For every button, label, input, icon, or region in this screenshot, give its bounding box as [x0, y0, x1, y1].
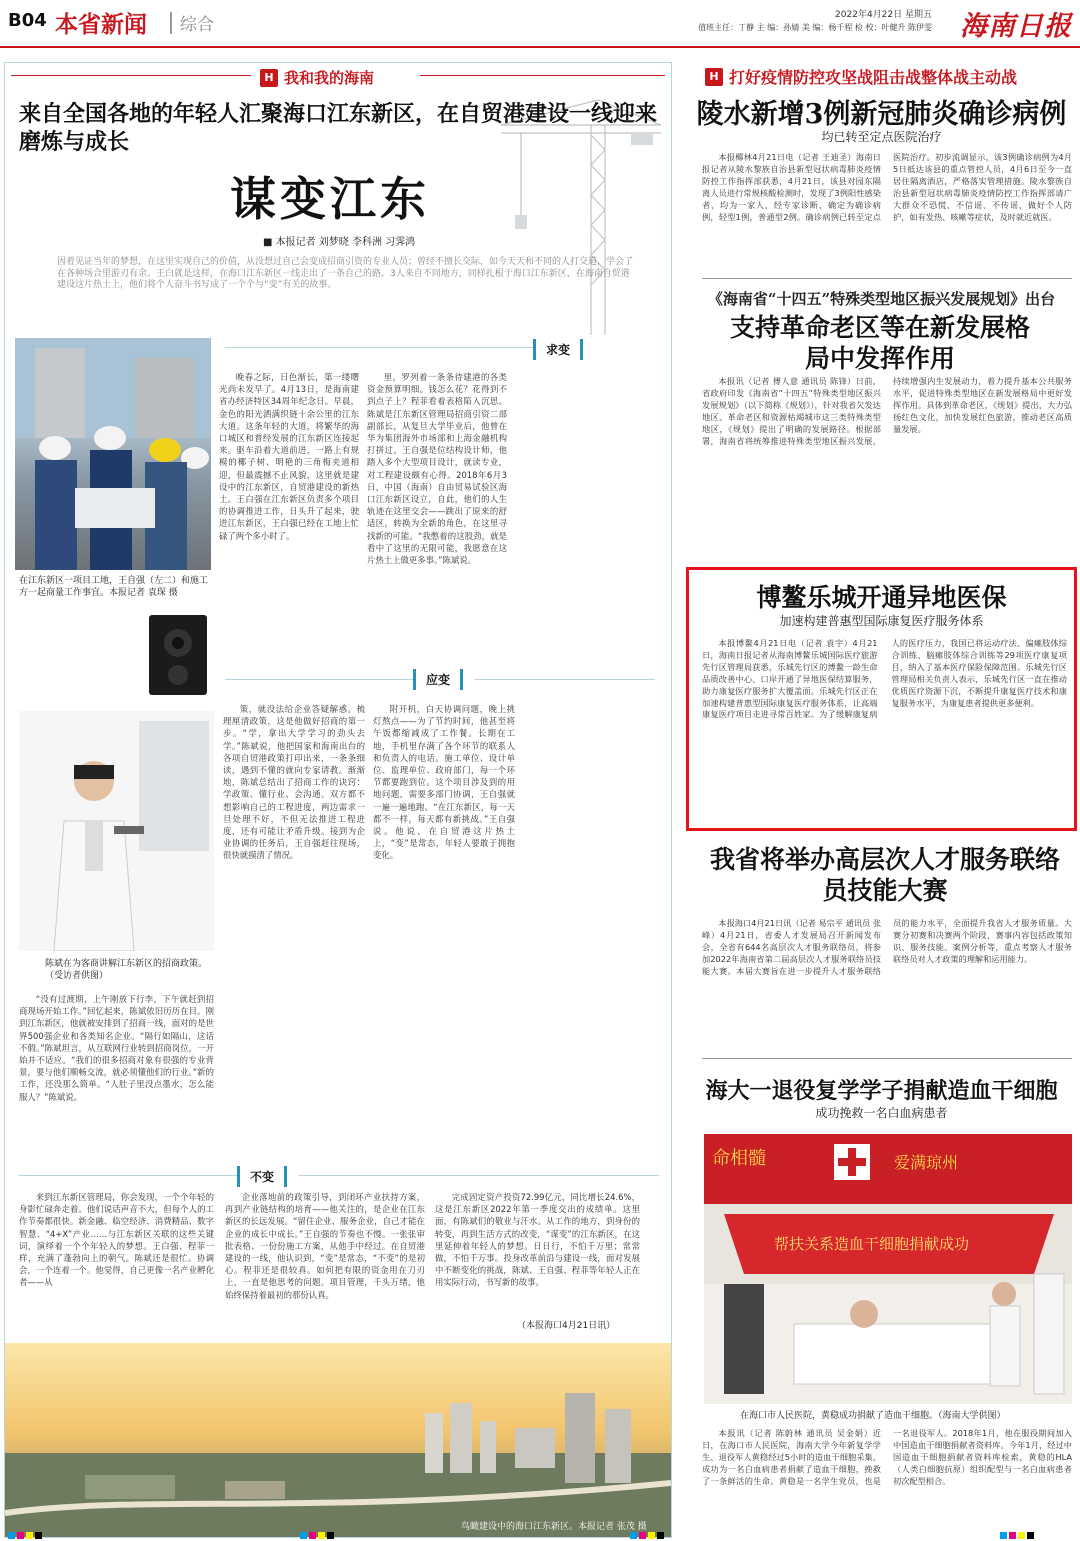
article-divider	[702, 278, 1072, 279]
article-donation	[702, 1428, 1072, 1534]
headline-talent: 我省将举办高层次人才服务联络员技能大赛	[709, 845, 1060, 905]
banner-text: 帮扶关系造血干细胞捐献成功	[774, 1235, 970, 1253]
paragraph: “没有过渡期，上午刚放下行李，下午就赶到招商现场开始工作。”回忆起来，陈斌依旧历历在目。刚到江东新区，他就被安排到了招商一线，面对的是世界500强企业和各类知名企业。“隔行如隔山，这话不假。”陈斌坦言，从互联网行业转到招商岗位，一开始并不适应。“我们的很多招商对象有很强的专业背景，要与他们顺畅交流，就必须懂他们的行业。”新的工作，还没那么简单。“人肚子里没点墨水，怎么能服人？”陈斌说。	[19, 994, 214, 1102]
print-color-strip	[1000, 1532, 1034, 1539]
brand-mark-icon: H	[705, 68, 723, 86]
print-color-strip	[8, 1532, 42, 1539]
photo-donation	[704, 1134, 1072, 1404]
band-rule-left	[11, 75, 251, 76]
subsection-rule	[19, 1175, 239, 1176]
band-rule-right	[420, 75, 665, 76]
subhead-bubian: 不变	[237, 1166, 287, 1187]
issue-date: 2022年4月22日 星期五	[835, 10, 932, 20]
subhead-yingbian: 应变	[413, 669, 463, 690]
article-boao	[702, 638, 1067, 820]
dateline-credit: （本报海口4月21日讯）	[517, 1321, 616, 1331]
paragraph: 企业落地前的政策引导，到闭环产业扶持方案，再到产业链结构的培育——他关注的，是企业在江东新区的长远发展。“留住企业、服务企业，自己才能在企业的成长中成长。”王自强的节奏也不慢。一张张审批表格、一份份施工方案，从他手中经过。在自贸港建设的一线，他认识到，“变”是常态，“不变”的是初心。程菲还是很较真。如何把有限的资金用在刀刃上，一直是他思考的问题。项目管理，千头万绪，他始终保持着最初的那份认真。	[225, 1192, 425, 1300]
headline-boao: 博鳌乐城开通异地医保	[756, 583, 1007, 612]
body-column-d	[223, 703, 365, 1143]
paragraph: 附开机，白天协调问题，晚上挑灯熬点——为了节约时间，他甚至将午饭都缩减成了工作餐。长期在工地，手机里存满了各个环节的联系人和负责人的电话。施工单位、设计单位、监理单位、政府部门，每一个环节都要跑到位。这个项目涉及到的用地问题，需要多部门协调，王自强就一遍一遍地跑。“在江东新区，每一天都不一样，每天都有新挑战。”王自强说。他说，在自贸港这片热土上，“变”是常态，年轻人要敢于拥抱变化。	[373, 704, 515, 861]
story-byline: ■ 本报记者 刘梦晓 李科洲 习霁鸿	[263, 237, 416, 248]
masthead	[0, 0, 1080, 48]
right-band-label: 打好疫情防控攻坚战阻击战整体战主动战	[729, 68, 1018, 87]
story-lede: 因着见证当年的梦想，在这里实现自己的价值，从没想过自己会变成招商引资的专业人员；曾经不擅长交际，如今天天和不同的人打交道，学会了在各种场合里游刃有余。王白就是这样，在海口江东新区一线走出了一条自己的路。3人来自不同地方，同样扎根于海口江东新区，在海南自贸港建设这片热土上，他们将个人奋斗书写成了一个个与“变”有关的故事。	[57, 257, 634, 290]
body-column-f	[19, 1191, 214, 1331]
column-band-label: 我和我的海南	[284, 69, 375, 87]
subhead-lingshui: 均已转至定点医院治疗	[821, 130, 942, 144]
right-column-band	[705, 65, 1017, 88]
paragraph: 本报海口4月21日讯（记者 易宗平 通讯员 张峰）4月21日，省委人才发展局召开新闻发布会，全省有644名高层次人才服务联络员，将参加2022年海南省第二届高层次人才服务联络员技能大赛。本届大赛旨在进一步提升人才服务联络员的能力水平，全面提升我省人才服务质量。大赛分初赛和决赛两个阶段，赛事内容包括政策知识、服务技能、案例分析等，重点考察人才服务联络员对人才政策的理解和运用能力。	[702, 918, 1072, 976]
headline-revitalization: 支持革命老区等在新发展格局中发挥作用	[730, 313, 1031, 373]
feature-story	[4, 62, 672, 1538]
subsection-rule	[225, 347, 535, 348]
paragraph: 本报讯（记者 陈蔚林 通讯员 吴金娟）近日，在海口市人民医院，海南大学今年新复学学生、退役军人黄稳经过5小时的造血干细胞采集，成功为一名白血病患者捐献了造血干细胞，挽救了一条鲜活的生命。黄稳是一名学生党员，也是一名退役军人。2018年1月，他在服役期间加入中国造血干细胞捐献者资料库。今年1月，经过中国造血干细胞捐献者资料库检索，黄稳的HLA（人类白细胞抗原）组织配型与一名白血病患者初次配型相合。	[702, 1428, 1072, 1486]
brand-mark-icon: H	[260, 69, 278, 87]
headline-lingshui: 陵水新增3例新冠肺炎确诊病例	[696, 99, 1067, 130]
article-lingshui	[702, 152, 1072, 270]
subsection-title: 综合	[180, 15, 214, 35]
photo-caption-donation: 在海口市人民医院，黄稳成功捐献了造血干细胞。（海南大学供图）	[740, 1411, 1006, 1421]
body-column-e	[373, 703, 515, 1143]
photo-aerial	[5, 1343, 671, 1538]
story-title: 谋变江东	[230, 172, 430, 226]
paragraph: 策，就没法给企业答疑解惑。梳理厘清政策，这是他做好招商的第一步。“学，拿出大学学习的劲头去学。”陈斌说，他把国家和海南出台的各项自贸港政策打印出来，一条条细读，遇到不懂的就向专家请教。渐渐地，陈斌总结出了招商工作的诀窍：学政策、懂行业、会沟通。双方都不想影响自己的工程进度，两边需求一旦处理不好，不但无法推进工程进度，还有可能让矛盾升级。接到为企业协调的任务后，王自强赶往现场，很快就摸清了情况。	[223, 704, 365, 861]
paragraph: 晚春之际，日色渐长，第一缕曙光尚未发早了。4月13日，是海南建省办经济特区34周年纪念日。早晨，金色的阳光洒满织链十余公里的江东大道。这条年轻的大道，将繁华的海口城区和普经发展的江东新区连接起来。驱车沿着大道前进，一路上有规模的椰子树、明艳的三角梅夹道相迎，但最震撼不止风貌，这里就是建设中的江东新区，自贸港建设的新热土。王白强在江东新区负责多个项目的协调推进工作，日头升了起来，驶进江东新区，王白强已经在工地上忙碌了两个多小时了。	[219, 372, 359, 541]
paragraph: 本报博鳌4月21日电（记者 袁宇）4月21日，海南日报记者从海南博鳌乐城国际医疗旅游先行区管理局获悉，乐城先行区的博鳌一龄生命品质改善中心、口岸开通了异地医保结算服务，助力康复医疗服务扩大覆盖面。乐城先行区正在加速构建普惠型国际康复医疗服务体系，让高端康复医疗项目走进寻常百姓家。为了缓解康复病人的医疗压力，我国已将运动疗法、偏瘫肢体综合训练、脑瘫肢体综合训练等29项医疗康复项目，纳入了基本医疗保险保障范围。乐城先行区管理局相关负责人表示，乐城先行区一直在推动优质医疗资源下沉，不断提升康复医疗技术和康复服务水平，为康复患者提供更多便利。	[702, 638, 1067, 720]
body-column-g	[225, 1191, 425, 1331]
paragraph: 本报讯（记者 傅人意 通讯员 陈锋）日前，省政府印发《海南省“十四五”特殊类型地区振兴发展规划》（以下简称《规划》），针对我省欠发达地区、革命老区和资源枯竭城市这三类特殊类型地区，《规划》提出了明确的发展路径。根据部署，海南省将统筹推进特殊类型地区振兴发展，持续增强内生发展动力，着力提升基本公共服务水平，促进特殊类型地区在新发展格局中更好发挥作用。具体到革命老区，《规划》提出，大力弘扬红色文化，加快发展红色旅游，推动老区高质量发展。	[702, 376, 1072, 446]
subhead-donation: 成功挽救一名白血病患者	[815, 1106, 948, 1120]
photo-caption-aerial: 鸟瞰建设中的海口江东新区。本报记者 张茂 摄	[461, 1522, 647, 1532]
headline-donation: 海大一退役复学学子捐献造血干细胞	[705, 1078, 1058, 1104]
page-number: B04	[8, 10, 47, 31]
newspaper-logo: 海南日报	[960, 11, 1072, 42]
svg-text:爱满琼州: 爱满琼州	[894, 1153, 959, 1172]
kicker-revitalization: 《海南省“十四五”特殊类型地区振兴发展规划》出台	[707, 290, 1056, 308]
svg-text:命相髓: 命相髓	[712, 1148, 766, 1169]
article-talent	[702, 918, 1072, 1046]
article-revitalization	[702, 376, 1072, 556]
photo-worksite	[15, 338, 211, 570]
photo-caption-worksite: 在江东新区一项目工地，王自强（左二）和施工方一起商量工作事宜。本报记者 袁琛 摄	[19, 576, 209, 598]
column-band	[260, 67, 374, 88]
subsection-rule	[299, 1175, 659, 1176]
print-color-strip	[300, 1532, 334, 1539]
speaker-image	[145, 613, 211, 697]
section-title: 本省新闻	[55, 11, 147, 38]
paragraph: 来到江东新区管理局，你会发现，一个个年轻的身影忙碌奔走着。他们说话声音不大，但每个人的工作节奏都很快。新金融、临空经济、消费精品、数字智慧、“4+X”产业……与江东新区关联的这些关键词，演绎着一个个年轻人的梦想。王白强、程菲一样，充满了蓬勃向上的朝气。陈斌还是很忙。协调会，一个连着一个。他觉得，自己更像一名产业孵化者——从	[19, 1192, 214, 1288]
title-separator	[170, 12, 172, 34]
story-kicker: 来自全国各地的年轻人汇聚海口江东新区，在自贸港建设一线迎来磨炼与成长	[19, 101, 658, 155]
photo-caption-presenter: 陈斌在为客商讲解江东新区的招商政策。（受访者供图）	[45, 959, 208, 981]
print-color-strip	[630, 1532, 664, 1539]
subhead-boao: 加速构建普惠型国际康复医疗服务体系	[779, 614, 984, 628]
body-column-h	[435, 1191, 640, 1315]
body-column-b	[367, 371, 507, 671]
subsection-rule	[475, 679, 655, 680]
photo-presenter	[19, 711, 214, 951]
body-column-c	[19, 993, 214, 1153]
article-divider	[702, 1058, 1072, 1059]
subsection-rule	[225, 679, 415, 680]
body-column-a	[219, 371, 359, 667]
subhead-qiubian: 求变	[533, 339, 583, 360]
paragraph: 里，罗列着一条条待建港的各类资金预算明细。钱怎么花？花得到不到点子上？程菲看着表格陷入沉思。陈斌是江东新区管理局招商引资二部副部长，从复旦大学毕业后，他曾在华为集团海外市场部和上海金融机构打拼过。王自强是位结构设计师，他踏入多个大型项目设计，就读专业，对工程建设颇有心得。2018年6月3日，中国（海南）自由贸易试验区海口江东新区设立，自此，他们的人生轨迹在这里交会——跳出了原来的舒适区，转换为全新的角色，在这里寻找新的可能。“我憋着的这股劲，就是看中了这里的无限可能，我愿意在这片热土上做更多事。”陈斌说。	[367, 372, 507, 566]
paragraph: 完成固定资产投资72.99亿元，同比增长24.6%，这是江东新区2022年第一季度交出的成绩单。这里面，有陈斌们的敬业与汗水。从工作的地方，到身份的转变，再到生活方式的改变，“谋变”的江东新区，在这里延伸着年轻人的梦想。日日行，不怕千万里；常常做，不怕千万事。投身改革前沿与建设一线，面对发展中不断变化的挑战，陈斌、王自强、程菲等年轻人正在用实际行动，书写新的故事。	[435, 1192, 640, 1288]
staff-credits: 值班主任：丁静 主 编：孙婧 美 编：杨千程 检 校：叶健升 陈伊雯	[698, 23, 932, 32]
paragraph: 本报椰林4月21日电（记者 王迪圣）海南日报记者从陵水黎族自治县新型冠状病毒肺炎疫情防控工作指挥部获悉，4月21日，该县对园东隔离人员进行常规核酸检测时，发现了3例阳性感染者，均为一家人，经专家诊断，确定为确诊病例，轻型1例，普通型2例。确诊病例已转至定点医院治疗。初步流调显示，该3例确诊病例为4月5日抵达该县的重点管控人员，4月6日至今一直居住隔离酒店，严格落实管理措施。陵水黎族自治县新型冠状病毒肺炎疫情防控工作指挥部请广大群众不恐慌、不信谣、不传谣，做好个人防护，如有发热、咳嗽等症状，及时就近就医。	[702, 152, 1072, 222]
